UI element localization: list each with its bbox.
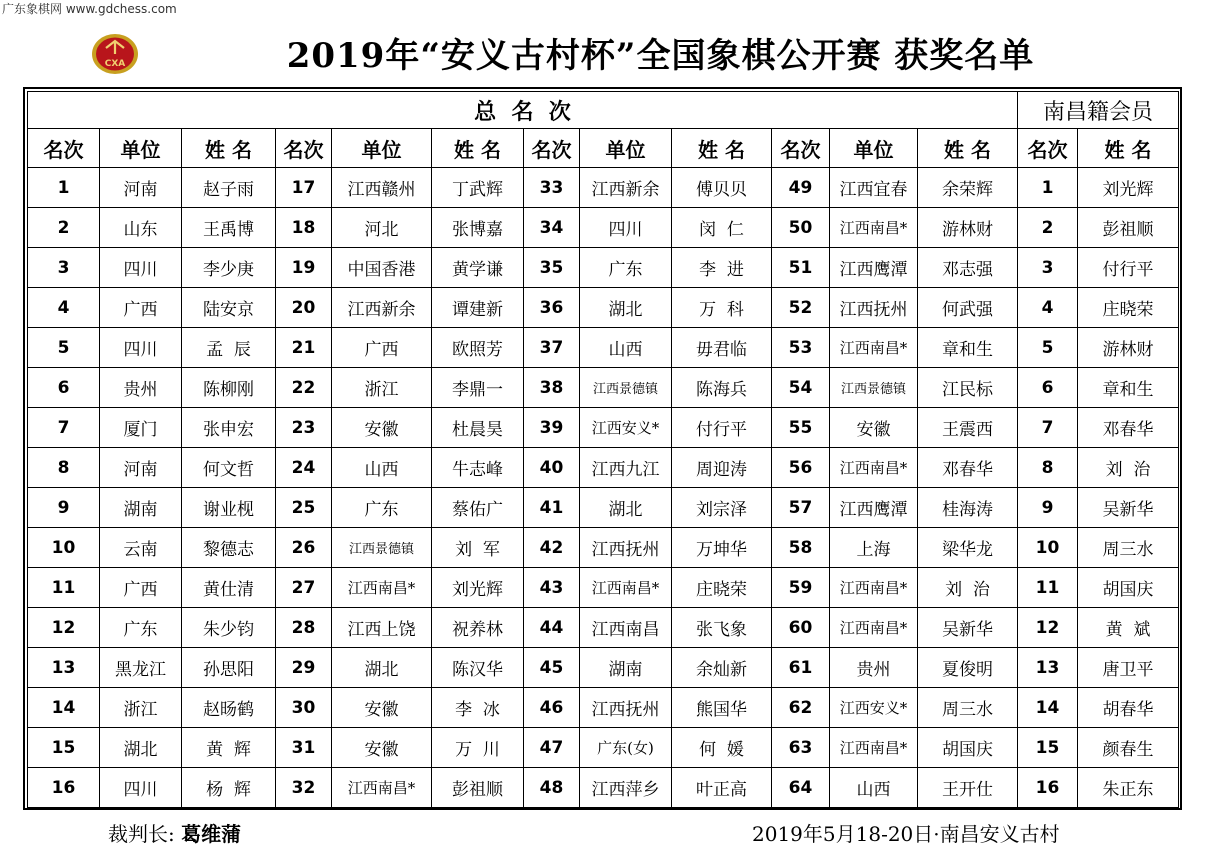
- unit-cell: 贵州: [100, 368, 182, 408]
- player-name-cell: 刘 治: [1078, 448, 1179, 488]
- player-name-cell: 邓春华: [1078, 408, 1179, 448]
- unit-cell: 湖南: [100, 488, 182, 528]
- player-name-cell: 付行平: [1078, 248, 1179, 288]
- unit-cell: 江西抚州: [580, 688, 672, 728]
- rank-cell: 19: [276, 248, 332, 288]
- player-name-cell: 张飞象: [672, 608, 772, 648]
- table-row: [1018, 528, 1179, 568]
- player-name-cell: 万 科: [672, 288, 772, 328]
- unit-cell: 四川: [100, 768, 182, 808]
- table-row: [28, 208, 1018, 248]
- rank-cell: 9: [28, 488, 100, 528]
- unit-cell: 江西鹰潭: [830, 488, 918, 528]
- rank-cell: 34: [524, 208, 580, 248]
- unit-cell: 安徽: [332, 408, 432, 448]
- table-row: [1018, 368, 1179, 408]
- unit-cell: 江西南昌*: [830, 208, 918, 248]
- unit-cell: 上海: [830, 528, 918, 568]
- rank-cell: 27: [276, 568, 332, 608]
- player-name-cell: 万坤华: [672, 528, 772, 568]
- rank-cell: 1: [1018, 168, 1078, 208]
- unit-cell: 湖南: [580, 648, 672, 688]
- player-name-cell: 彭祖顺: [1078, 208, 1179, 248]
- table-row: [1018, 648, 1179, 688]
- header-unit: 单位: [830, 129, 918, 168]
- player-name-cell: 彭祖顺: [432, 768, 524, 808]
- unit-cell: 中国香港: [332, 248, 432, 288]
- rank-cell: 63: [772, 728, 830, 768]
- rank-cell: 60: [772, 608, 830, 648]
- rank-cell: 5: [28, 328, 100, 368]
- rank-cell: 52: [772, 288, 830, 328]
- player-name-cell: 游林财: [918, 208, 1018, 248]
- player-name-cell: 杨 辉: [182, 768, 276, 808]
- rank-cell: 18: [276, 208, 332, 248]
- rank-cell: 23: [276, 408, 332, 448]
- table-row: [28, 368, 1018, 408]
- unit-cell: 四川: [100, 248, 182, 288]
- rank-cell: 33: [524, 168, 580, 208]
- unit-cell: 江西景德镇: [332, 528, 432, 568]
- player-name-cell: 王禹博: [182, 208, 276, 248]
- player-name-cell: 祝养林: [432, 608, 524, 648]
- table-row: [1018, 448, 1179, 488]
- unit-cell: 江西赣州: [332, 168, 432, 208]
- player-name-cell: 傅贝贝: [672, 168, 772, 208]
- table-row: [28, 688, 1018, 728]
- page-title: 2019年“安义古村杯”全国象棋公开赛 获奖名单: [286, 36, 1035, 76]
- header-name: 姓 名: [182, 129, 276, 168]
- player-name-cell: 赵子雨: [182, 168, 276, 208]
- unit-cell: 江西景德镇: [830, 368, 918, 408]
- player-name-cell: 江民标: [918, 368, 1018, 408]
- header-rank: 名次: [772, 129, 830, 168]
- rank-cell: 1: [28, 168, 100, 208]
- player-name-cell: 余荣辉: [918, 168, 1018, 208]
- player-name-cell: 刘 治: [918, 568, 1018, 608]
- unit-cell: 山西: [580, 328, 672, 368]
- player-name-cell: 刘宗泽: [672, 488, 772, 528]
- rank-cell: 4: [1018, 288, 1078, 328]
- player-name-cell: 谢业枧: [182, 488, 276, 528]
- unit-cell: 广西: [332, 328, 432, 368]
- table-row: [28, 528, 1018, 568]
- referee-name: 葛维蒲: [181, 822, 242, 846]
- player-name-cell: 何 媛: [672, 728, 772, 768]
- rank-cell: 11: [1018, 568, 1078, 608]
- player-name-cell: 吴新华: [1078, 488, 1179, 528]
- unit-cell: 江西新余: [580, 168, 672, 208]
- table-row: [1018, 288, 1179, 328]
- unit-cell: 江西新余: [332, 288, 432, 328]
- player-name-cell: 唐卫平: [1078, 648, 1179, 688]
- unit-cell: 山西: [332, 448, 432, 488]
- overall-section-title: 总 名 次: [28, 92, 1018, 129]
- rank-cell: 22: [276, 368, 332, 408]
- unit-cell: 江西南昌: [580, 608, 672, 648]
- unit-cell: 江西南昌*: [830, 608, 918, 648]
- nanchang-section-title: 南昌籍会员: [1018, 92, 1179, 129]
- player-name-cell: 周迎涛: [672, 448, 772, 488]
- player-name-cell: 丁武辉: [432, 168, 524, 208]
- rank-cell: 30: [276, 688, 332, 728]
- table-row: [1018, 688, 1179, 728]
- rank-cell: 2: [1018, 208, 1078, 248]
- rank-cell: 7: [1018, 408, 1078, 448]
- rank-cell: 54: [772, 368, 830, 408]
- player-name-cell: 黄学谦: [432, 248, 524, 288]
- player-name-cell: 邓春华: [918, 448, 1018, 488]
- player-name-cell: 刘光辉: [432, 568, 524, 608]
- player-name-cell: 朱少钧: [182, 608, 276, 648]
- player-name-cell: 章和生: [918, 328, 1018, 368]
- player-name-cell: 陈汉华: [432, 648, 524, 688]
- player-name-cell: 蔡佑广: [432, 488, 524, 528]
- header-unit: 单位: [100, 129, 182, 168]
- player-name-cell: 陆安京: [182, 288, 276, 328]
- unit-cell: 贵州: [830, 648, 918, 688]
- unit-cell: 江西萍乡: [580, 768, 672, 808]
- player-name-cell: 刘 军: [432, 528, 524, 568]
- unit-cell: 广东(女): [580, 728, 672, 768]
- rank-cell: 10: [28, 528, 100, 568]
- header-name: 姓 名: [918, 129, 1018, 168]
- header-rank: 名次: [524, 129, 580, 168]
- rank-cell: 21: [276, 328, 332, 368]
- unit-cell: 广东: [332, 488, 432, 528]
- rank-cell: 7: [28, 408, 100, 448]
- rank-cell: 15: [1018, 728, 1078, 768]
- rank-cell: 42: [524, 528, 580, 568]
- unit-cell: 四川: [580, 208, 672, 248]
- rank-cell: 24: [276, 448, 332, 488]
- rank-cell: 6: [28, 368, 100, 408]
- header-unit: 单位: [332, 129, 432, 168]
- unit-cell: 广东: [580, 248, 672, 288]
- rank-cell: 55: [772, 408, 830, 448]
- rank-cell: 44: [524, 608, 580, 648]
- unit-cell: 江西宜春: [830, 168, 918, 208]
- unit-cell: 安徽: [332, 728, 432, 768]
- unit-cell: 江西鹰潭: [830, 248, 918, 288]
- header-name: 姓 名: [672, 129, 772, 168]
- table-row: [1018, 728, 1179, 768]
- table-row: [1018, 568, 1179, 608]
- table-row: [28, 328, 1018, 368]
- player-name-cell: 桂海涛: [918, 488, 1018, 528]
- logo-text: CXA: [104, 59, 126, 69]
- rank-cell: 3: [1018, 248, 1078, 288]
- unit-cell: 江西南昌*: [830, 568, 918, 608]
- rank-cell: 32: [276, 768, 332, 808]
- rank-cell: 12: [1018, 608, 1078, 648]
- player-name-cell: 周三水: [1078, 528, 1179, 568]
- rank-cell: 39: [524, 408, 580, 448]
- player-name-cell: 万 川: [432, 728, 524, 768]
- player-name-cell: 朱正东: [1078, 768, 1179, 808]
- unit-cell: 江西南昌*: [332, 568, 432, 608]
- rank-cell: 9: [1018, 488, 1078, 528]
- rank-cell: 59: [772, 568, 830, 608]
- player-name-cell: 吴新华: [918, 608, 1018, 648]
- unit-cell: 安徽: [830, 408, 918, 448]
- unit-cell: 江西景德镇: [580, 368, 672, 408]
- table-row: [1018, 328, 1179, 368]
- header-name: 姓 名: [1078, 129, 1179, 168]
- unit-cell: 湖北: [100, 728, 182, 768]
- rank-cell: 14: [28, 688, 100, 728]
- unit-cell: 浙江: [100, 688, 182, 728]
- table-row: [28, 568, 1018, 608]
- table-row: [28, 768, 1018, 808]
- unit-cell: 江西抚州: [580, 528, 672, 568]
- table-row: [1018, 248, 1179, 288]
- unit-cell: 浙江: [332, 368, 432, 408]
- rank-cell: 8: [28, 448, 100, 488]
- referee-line: [108, 818, 241, 847]
- header-rank: 名次: [28, 129, 100, 168]
- rank-cell: 53: [772, 328, 830, 368]
- rank-cell: 56: [772, 448, 830, 488]
- rank-cell: 16: [28, 768, 100, 808]
- unit-cell: 山西: [830, 768, 918, 808]
- player-name-cell: 黄 辉: [182, 728, 276, 768]
- rank-cell: 13: [28, 648, 100, 688]
- table-row: [1018, 168, 1179, 208]
- rank-cell: 48: [524, 768, 580, 808]
- rank-cell: 15: [28, 728, 100, 768]
- rank-cell: 2: [28, 208, 100, 248]
- player-name-cell: 陈海兵: [672, 368, 772, 408]
- table-row: [28, 168, 1018, 208]
- player-name-cell: 付行平: [672, 408, 772, 448]
- player-name-cell: 何武强: [918, 288, 1018, 328]
- unit-cell: 江西南昌*: [580, 568, 672, 608]
- site-watermark: 广东象棋网 www.gdchess.com: [2, 2, 177, 16]
- player-name-cell: 谭建新: [432, 288, 524, 328]
- player-name-cell: 黄仕清: [182, 568, 276, 608]
- table-row: [1018, 768, 1179, 808]
- rank-cell: 41: [524, 488, 580, 528]
- player-name-cell: 李鼎一: [432, 368, 524, 408]
- table-row: [1018, 608, 1179, 648]
- rank-cell: 17: [276, 168, 332, 208]
- rank-cell: 35: [524, 248, 580, 288]
- rank-cell: 36: [524, 288, 580, 328]
- unit-cell: 厦门: [100, 408, 182, 448]
- unit-cell: 江西南昌*: [332, 768, 432, 808]
- player-name-cell: 何文哲: [182, 448, 276, 488]
- rank-cell: 61: [772, 648, 830, 688]
- rank-cell: 8: [1018, 448, 1078, 488]
- table-row: [1018, 408, 1179, 448]
- unit-cell: 江西上饶: [332, 608, 432, 648]
- unit-cell: 河南: [100, 168, 182, 208]
- table-row: [28, 408, 1018, 448]
- unit-cell: 河北: [332, 208, 432, 248]
- rank-cell: 50: [772, 208, 830, 248]
- table-row: [28, 448, 1018, 488]
- nanchang-members-table: [1017, 91, 1179, 808]
- unit-cell: 湖北: [580, 488, 672, 528]
- rank-cell: 45: [524, 648, 580, 688]
- player-name-cell: 闵 仁: [672, 208, 772, 248]
- unit-cell: 云南: [100, 528, 182, 568]
- unit-cell: 江西安义*: [580, 408, 672, 448]
- header-name: 姓 名: [432, 129, 524, 168]
- player-name-cell: 王震西: [918, 408, 1018, 448]
- player-name-cell: 孟 辰: [182, 328, 276, 368]
- player-name-cell: 王开仕: [918, 768, 1018, 808]
- rank-cell: 11: [28, 568, 100, 608]
- rank-cell: 6: [1018, 368, 1078, 408]
- unit-cell: 江西抚州: [830, 288, 918, 328]
- table-row: [28, 248, 1018, 288]
- player-name-cell: 杜晨昊: [432, 408, 524, 448]
- rank-cell: 64: [772, 768, 830, 808]
- unit-cell: 广西: [100, 288, 182, 328]
- rank-cell: 29: [276, 648, 332, 688]
- rank-cell: 58: [772, 528, 830, 568]
- unit-cell: 河南: [100, 448, 182, 488]
- rank-cell: 4: [28, 288, 100, 328]
- header-unit: 单位: [580, 129, 672, 168]
- rank-cell: 37: [524, 328, 580, 368]
- player-name-cell: 庄晓荣: [672, 568, 772, 608]
- unit-cell: 安徽: [332, 688, 432, 728]
- unit-cell: 四川: [100, 328, 182, 368]
- player-name-cell: 胡国庆: [1078, 568, 1179, 608]
- player-name-cell: 余灿新: [672, 648, 772, 688]
- overall-ranking-table: [27, 91, 1018, 808]
- table-row: [28, 728, 1018, 768]
- table-row: [28, 288, 1018, 328]
- rank-cell: 20: [276, 288, 332, 328]
- player-name-cell: 游林财: [1078, 328, 1179, 368]
- header-rank: 名次: [276, 129, 332, 168]
- rank-cell: 38: [524, 368, 580, 408]
- player-name-cell: 张博嘉: [432, 208, 524, 248]
- player-name-cell: 刘光辉: [1078, 168, 1179, 208]
- table-row: [1018, 208, 1179, 248]
- player-name-cell: 胡国庆: [918, 728, 1018, 768]
- table-row: [1018, 488, 1179, 528]
- player-name-cell: 黄 斌: [1078, 608, 1179, 648]
- player-name-cell: 张申宏: [182, 408, 276, 448]
- player-name-cell: 赵旸鹤: [182, 688, 276, 728]
- player-name-cell: 熊国华: [672, 688, 772, 728]
- player-name-cell: 陈柳刚: [182, 368, 276, 408]
- unit-cell: 江西九江: [580, 448, 672, 488]
- rank-cell: 51: [772, 248, 830, 288]
- player-name-cell: 邓志强: [918, 248, 1018, 288]
- rank-cell: 14: [1018, 688, 1078, 728]
- unit-cell: 广东: [100, 608, 182, 648]
- player-name-cell: 叶正高: [672, 768, 772, 808]
- rank-cell: 13: [1018, 648, 1078, 688]
- player-name-cell: 欧照芳: [432, 328, 524, 368]
- player-name-cell: 章和生: [1078, 368, 1179, 408]
- unit-cell: 广西: [100, 568, 182, 608]
- date-place: 2019年5月18-20日·南昌安义古村: [752, 822, 1060, 846]
- unit-cell: 江西安义*: [830, 688, 918, 728]
- rank-cell: 26: [276, 528, 332, 568]
- rank-cell: 28: [276, 608, 332, 648]
- rank-cell: 10: [1018, 528, 1078, 568]
- player-name-cell: 李 冰: [432, 688, 524, 728]
- rank-cell: 46: [524, 688, 580, 728]
- rank-cell: 43: [524, 568, 580, 608]
- rank-cell: 25: [276, 488, 332, 528]
- rank-cell: 5: [1018, 328, 1078, 368]
- rank-cell: 62: [772, 688, 830, 728]
- rank-cell: 3: [28, 248, 100, 288]
- rank-cell: 16: [1018, 768, 1078, 808]
- unit-cell: 江西南昌*: [830, 328, 918, 368]
- unit-cell: 湖北: [332, 648, 432, 688]
- unit-cell: 黑龙江: [100, 648, 182, 688]
- player-name-cell: 胡春华: [1078, 688, 1179, 728]
- table-row: [28, 608, 1018, 648]
- rank-cell: 49: [772, 168, 830, 208]
- referee-label: 裁判长:: [108, 822, 175, 846]
- player-name-cell: 黎德志: [182, 528, 276, 568]
- rank-cell: 47: [524, 728, 580, 768]
- player-name-cell: 梁华龙: [918, 528, 1018, 568]
- player-name-cell: 夏俊明: [918, 648, 1018, 688]
- rank-cell: 40: [524, 448, 580, 488]
- unit-cell: 江西南昌*: [830, 728, 918, 768]
- player-name-cell: 毋君临: [672, 328, 772, 368]
- rank-cell: 12: [28, 608, 100, 648]
- rank-cell: 31: [276, 728, 332, 768]
- player-name-cell: 颜春生: [1078, 728, 1179, 768]
- table-row: [28, 488, 1018, 528]
- player-name-cell: 周三水: [918, 688, 1018, 728]
- player-name-cell: 李少庚: [182, 248, 276, 288]
- player-name-cell: 庄晓荣: [1078, 288, 1179, 328]
- unit-cell: 山东: [100, 208, 182, 248]
- unit-cell: 江西南昌*: [830, 448, 918, 488]
- table-row: [28, 648, 1018, 688]
- player-name-cell: 孙思阳: [182, 648, 276, 688]
- player-name-cell: 李 进: [672, 248, 772, 288]
- header-rank: 名次: [1018, 129, 1078, 168]
- player-name-cell: 牛志峰: [432, 448, 524, 488]
- rank-cell: 57: [772, 488, 830, 528]
- unit-cell: 湖北: [580, 288, 672, 328]
